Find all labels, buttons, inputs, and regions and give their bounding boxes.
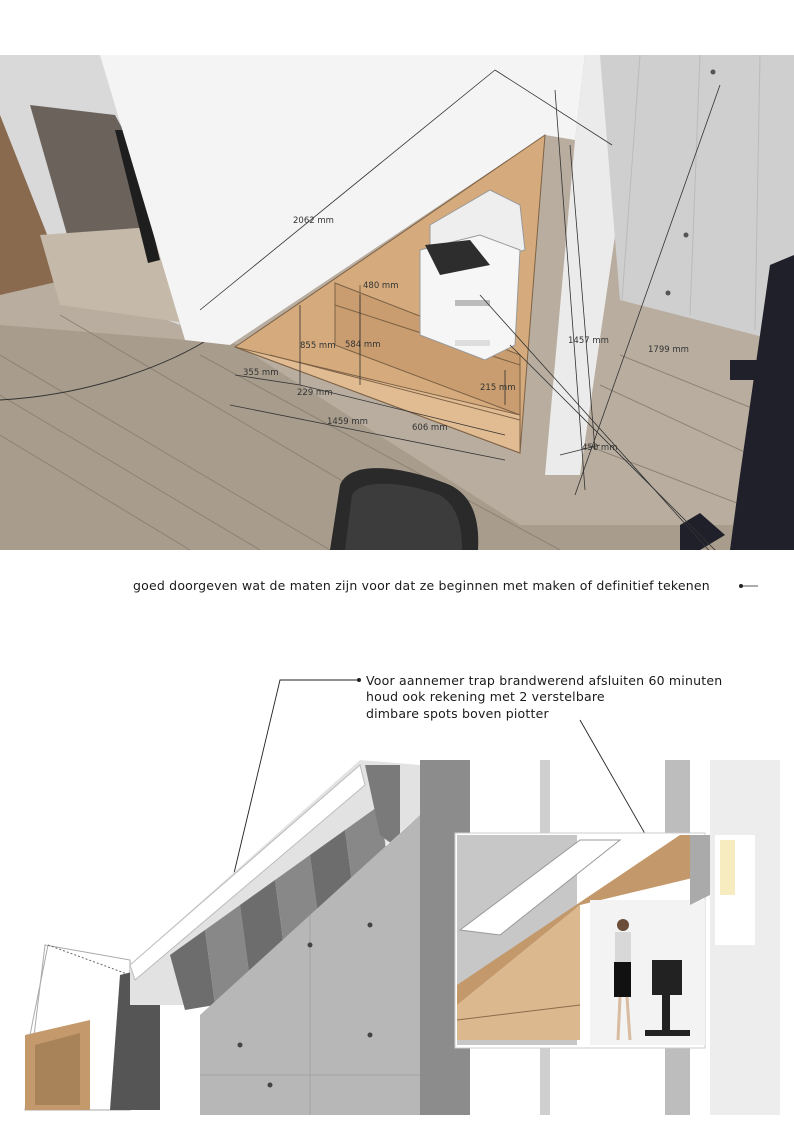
dim-584: 584 mm	[345, 340, 381, 350]
dim-2062: 2062 mm	[293, 216, 334, 226]
dim-229: 229 mm	[297, 388, 333, 398]
note-fireproofing-line3: dimbare spots boven piotter	[366, 706, 549, 721]
note-fireproofing-line2: houd ook rekening met 2 verstelbare	[366, 689, 605, 704]
dim-1457: 1457 mm	[568, 336, 609, 346]
note-dimensions: goed doorgeven wat de maten zijn voor dat ze beginnen met maken of definitief tekenen	[133, 578, 710, 593]
staircase-render	[20, 675, 780, 1115]
dim-480: 480 mm	[363, 281, 399, 291]
dim-1799: 1799 mm	[648, 345, 689, 355]
dim-1459: 1459 mm	[327, 417, 368, 427]
dim-606: 606 mm	[412, 423, 448, 433]
note1-bullet	[736, 580, 766, 592]
dim-215: 215 mm	[480, 383, 516, 393]
note-fireproofing-line1: Voor aannemer trap brandwerend afsluiten 60 minuten	[366, 673, 723, 688]
dim-855: 855 mm	[300, 341, 336, 351]
under-stairs-cabinet-render	[0, 55, 794, 550]
dim-450: 450 mm	[582, 443, 618, 453]
dim-355: 355 mm	[243, 368, 279, 378]
